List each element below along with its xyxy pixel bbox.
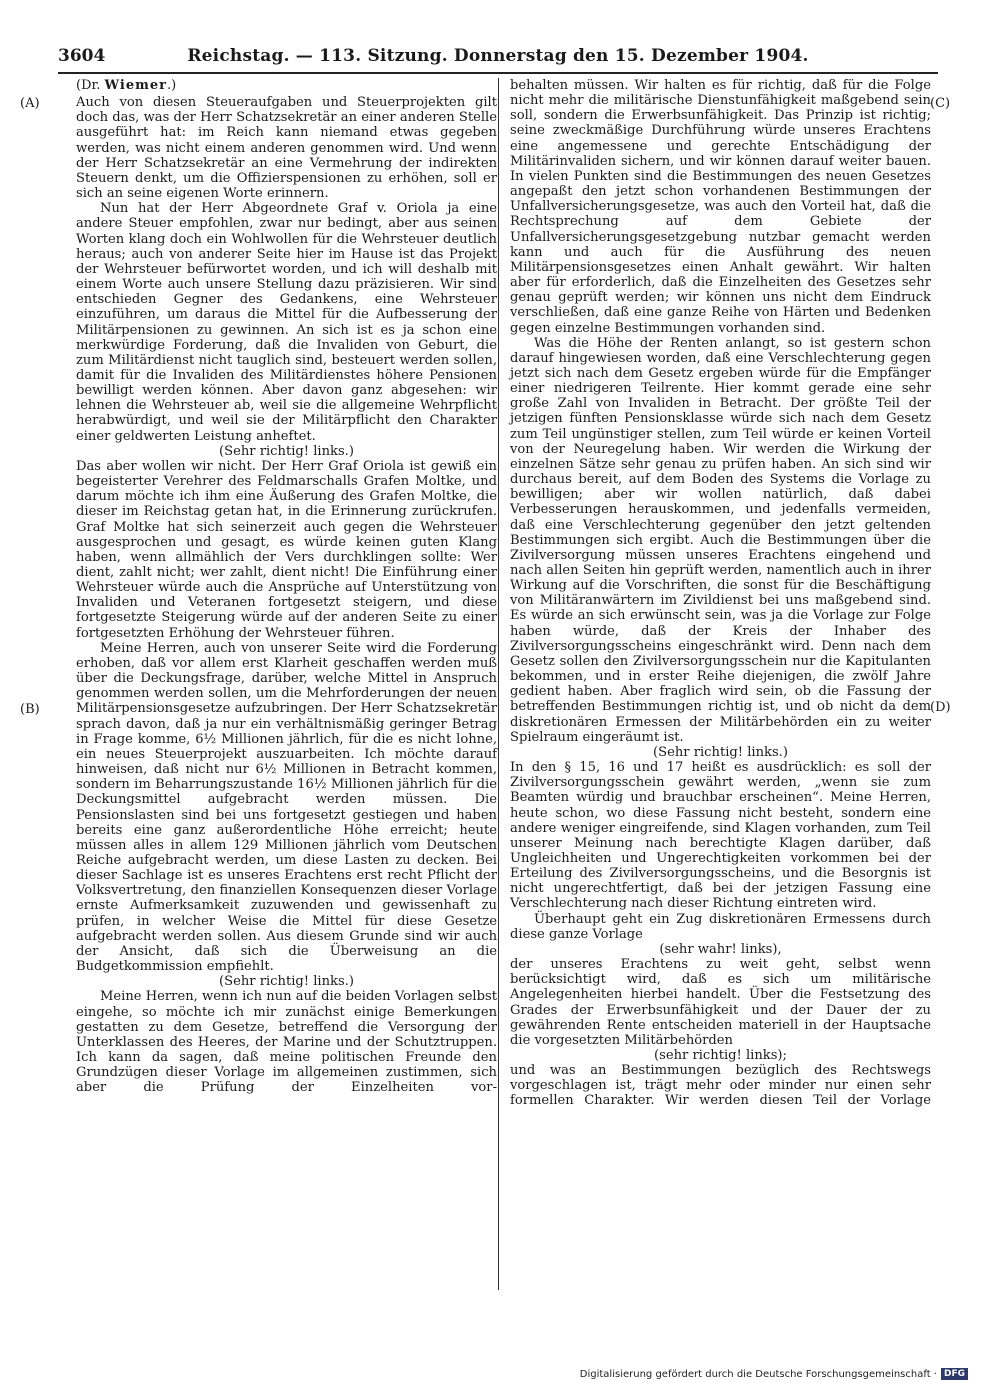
- paragraph: Meine Herren, wenn ich nun auf die beiden Vorlagen selbst eingehe, so möchte ich mir zunächst einige Bemerkungen gestatten zu dem Gesetze, betreffend die Versorgung der Unterklassen des Heeres, der Marine und der Schutztruppen. Ich kann da sagen, daß meine politischen Freunde den Grundzügen dieser Vorlage im allgemeinen zustimmen, sich aber die Prüfung der Einzelheiten vor-: [76, 989, 497, 1096]
- left-column: [76, 78, 497, 1095]
- column-divider: [498, 78, 499, 1290]
- page-header: [58, 44, 938, 74]
- running-head: Reichstag. — 113. Sitzung. Donnerstag den 15. Dezember 1904.: [187, 46, 809, 66]
- margin-marker-a: (A): [20, 96, 40, 111]
- interjection: (Sehr richtig! links.): [653, 744, 788, 760]
- paragraph: Meine Herren, auch von unserer Seite wird die Forderung erhoben, daß vor allem erst Klarheit geschaffen werden muß über die Deckungsfrage, darüber, welche Mittel in Anspruch genommen werden sollen, um die Mehrforderungen der neuen Militärpensionsgesetze aufzubringen. Der Herr Schatzsekretär sprach davon, daß ja nur ein verhältnismäßig geringer Betrag in Frage komme, 6½ Millionen jährlich, für die es nicht lohne, ein neues Steuerprojekt auszuarbeiten. Ich möchte darauf hinweisen, daß nicht nur 6½ Millionen in Betracht kommen, sondern im Beharrungszustande 16½ Millionen jährlich für die Deckungsmittel aufgebracht werden müssen. Die Pensionslasten sind bei uns fortgesetzt gestiegen und haben bereits eine ganz außerordentliche Höhe erreicht; heute müssen alles in allem 129 Millionen jährlich vom Deutschen Reiche aufgebracht werden, um diese Lasten zu decken. Bei dieser Sachlage ist es unseres Erachtens erst recht Pflicht der Volksvertretung, den finanziellen Konsequenzen dieser Vorlage ernste Aufmerksamkeit zuzuwenden und gewissenhaft zu prüfen, in welcher Weise die Mittel für diese Gesetze aufgebracht werden sollen. Aus diesem Grunde sind wir auch der Ansicht, daß sich die Überweisung an die Budgetkommission empfiehlt.: [76, 640, 497, 975]
- paragraph: Auch von diesen Steueraufgaben und Steuerprojekten gilt doch das, was der Herr Schatzsekretär an einer anderen Stelle ausgeführt hat: im Reich kann niemand etwas gegeben werden, was nicht einem anderen genommen wird. Und wenn der Herr Schatzsekretär an eine Vermehrung der indirekten Steuern denkt, um die Offizierspensionen zu erhöhen, soll er sich an seine eigenen Worte erinnern.: [76, 95, 497, 202]
- page-number: 3604: [58, 46, 106, 66]
- footer-text: Digitalisierung gefördert durch die Deutsche Forschungsgemeinschaft ·: [579, 1368, 937, 1380]
- margin-marker-d: (D): [930, 700, 951, 715]
- margin-marker-b: (B): [20, 702, 40, 717]
- paragraph: Was die Höhe der Renten anlangt, so ist gestern schon darauf hingewiesen worden, daß eine Verschlechterung gegen jetzt sich nach dem Gesetz ergeben würde für die Empfänger einer niedrigeren Teilrente. Hier kommt gerade eine sehr große Zahl von Invaliden in Betracht. Der größte Teil der jetzigen fünften Pensionsklasse würde sich nach dem Gesetz zum Teil ungünstiger stellen, zum Teil würde er keinen Vorteil von der Neuregelung haben. Wir werden die Wirkung der einzelnen Sätze sehr genau zu prüfen haben. An sich sind wir durchaus bereit, auf dem Boden des Systems die Vorlage zu bewilligen; aber wir wollen natürlich, daß dabei Verbesserungen herauskommen, und jedenfalls vermeiden, daß eine Verschlechterung gegenüber den jetzt geltenden Bestimmungen sich ergibt. Auch die Bestimmungen über die Zivilversorgung müssen unseres Erachtens eingehend und nach allen Seiten hin geprüft werden, namentlich auch in ihrer Wirkung auf die Vorschriften, die sonst für die Beschäftigung von Militäranwärtern im Zivildienst bei uns maßgebend sind. Es würde an sich erwünscht sein, was ja die Vorlage zur Folge haben würde, daß der Kreis der Inhaber des Zivilversorgungsscheins eingeschränkt wird. Denn nach dem Gesetz sollen den Zivilversorgungsschein nur die Kapitulanten bekommen, und in erster Reihe diejenigen, die zwölf Jahre gedient haben. Aber fraglich wird sein, ob die Fassung der betreffenden Bestimmungen richtig ist, und ob nicht da dem diskretionären Ermessen der Militärbehörden ein zu weiter Spielraum eingeräumt ist.: [510, 335, 931, 745]
- digitization-footer: [580, 1368, 968, 1380]
- speaker-name: Wiemer: [104, 78, 168, 93]
- paragraph: der unseres Erachtens zu weit geht, selbst wenn berücksichtigt wird, daß es sich um militärische Angelegenheiten hierbei handelt. Über die Festsetzung des Grades der Erwerbsunfähigkeit und der Dauer der zu gewährenden Rente entscheiden materiell in der Hauptsache die vorgesetzten Militärbehörden: [510, 957, 931, 1048]
- paragraph: Das aber wollen wir nicht. Der Herr Graf Oriola ist gewiß ein begeisterter Verehrer des Feldmarschalls Grafen Moltke, und darum möchte ich ihm eine Äußerung des Grafen Moltke, die dieser im Reichstag getan hat, in die Erinnerung zurückrufen. Graf Moltke hat sich seinerzeit auch gegen die Wehrsteuer ausgesprochen und gesagt, es würde keinen guten Klang haben, wenn allmählich der Vers durchklingen sollte: Wer dient, zahlt nicht; wer zahlt, dient nicht! Die Einführung einer Wehrsteuer würde auch die Ansprüche auf Unterstützung von Invaliden und Veteranen fortgesetzt steigern, und diese fortgesetzte Steigerung würde auf der anderen Seite zu einer fortgesetzten Erhöhung der Wehrsteuer führen.: [76, 458, 497, 641]
- paragraph: und was an Bestimmungen bezüglich des Rechtswegs vorgeschlagen ist, trägt mehr oder minder nur einen sehr formellen Charakter. Wir werden diesen Teil der Vorlage: [510, 1063, 931, 1109]
- speaker-line: [76, 78, 497, 93]
- interjection: (Sehr richtig! links.): [219, 443, 354, 459]
- paragraph: In den § 15, 16 und 17 heißt es ausdrücklich: es soll der Zivilversorgungsschein gewährt werden, „wenn sie zum Beamten würdig und brauchbar erscheinen“. Meine Herren, heute schon, wo diese Fassung nicht besteht, sondern eine andere weniger eingreifende, sind Klagen vorhanden, zum Teil unserer Meinung nach berechtigte Klagen darüber, daß Ungleichheiten und Ungerechtigkeiten vorkommen bei der Erteilung des Zivilversorgungsscheins, und die Besorgnis ist nicht ungerechtfertigt, daß bei der jetzigen Fassung eine Verschlechterung nach dieser Richtung eintreten wird.: [510, 760, 931, 912]
- margin-marker-c: (C): [930, 96, 951, 111]
- dfg-logo: DFG: [941, 1368, 968, 1380]
- paragraph: Überhaupt geht ein Zug diskretionären Ermessens durch diese ganze Vorlage: [510, 911, 931, 942]
- speaker-prefix: (Dr.: [76, 78, 105, 93]
- interjection: (sehr wahr! links),: [659, 941, 782, 957]
- paragraph: Nun hat der Herr Abgeordnete Graf v. Oriola ja eine andere Steuer empfohlen, zwar nur bedingt, aber aus seinen Worten klang doch ein Wohlwollen für die Wehrsteuer deutlich heraus; auch von anderer Seite hier im Hause ist das Projekt der Wehrsteuer befürwortet worden, und ich will deshalb mit einem Worte auch unsere Stellung dazu präzisieren. Wir sind entschieden Gegner des Gedankens, eine Wehrsteuer einzuführen, um daraus die Mittel für die Aufbesserung der Militärpensionen zu gewinnen. An sich ist es ja schon eine merkwürdige Forderung, daß die Invaliden von Geburt, die zum Militärdienst nicht tauglich sind, besteuert werden sollen, damit für die Invaliden des Militärdienstes höhere Pensionen bewilligt werden können. Aber davon ganz abgesehen: wir lehnen die Wehrsteuer ab, weil sie die allgemeine Wehrpflicht herabwürdigt, und weil sie der Militärpflicht den Charakter einer geldwerten Leistung anheftet.: [76, 201, 497, 444]
- right-column: [510, 78, 931, 1109]
- interjection: (sehr richtig! links);: [654, 1048, 787, 1063]
- paragraph: behalten müssen. Wir halten es für richtig, daß für die Folge nicht mehr die militärische Dienstunfähigkeit maßgebend sein soll, sondern die Erwerbsunfähigkeit. Das Prinzip ist richtig; seine zweckmäßige Durchführung würde unseres Erachtens eine angemessene und gerechte Entschädigung der Militärinvaliden sichern, und wir können darauf weiter bauen. In vielen Punkten sind die Bestimmungen des neuen Gesetzes angepaßt den jetzt schon vorhandenen Bestimmungen der Unfallversicherungsgesetze, was auch den Vorteil hat, daß die Rechtsprechung auf dem Gebiete der Unfallversicherungsgesetzgebung nutzbar gemacht werden kann und auch für die Ausführung des neuen Militärpensionsgesetzes einen Anhalt gewährt. Wir halten aber für erforderlich, daß die Einzelheiten des Gesetzes sehr genau geprüft werden; wir können uns nicht dem Eindruck verschließen, daß eine ganze Reihe von Härten und Bedenken gegen einzelne Bestimmungen vorhanden sind.: [510, 78, 931, 336]
- speaker-suffix: .): [167, 78, 177, 93]
- interjection: (Sehr richtig! links.): [219, 974, 354, 990]
